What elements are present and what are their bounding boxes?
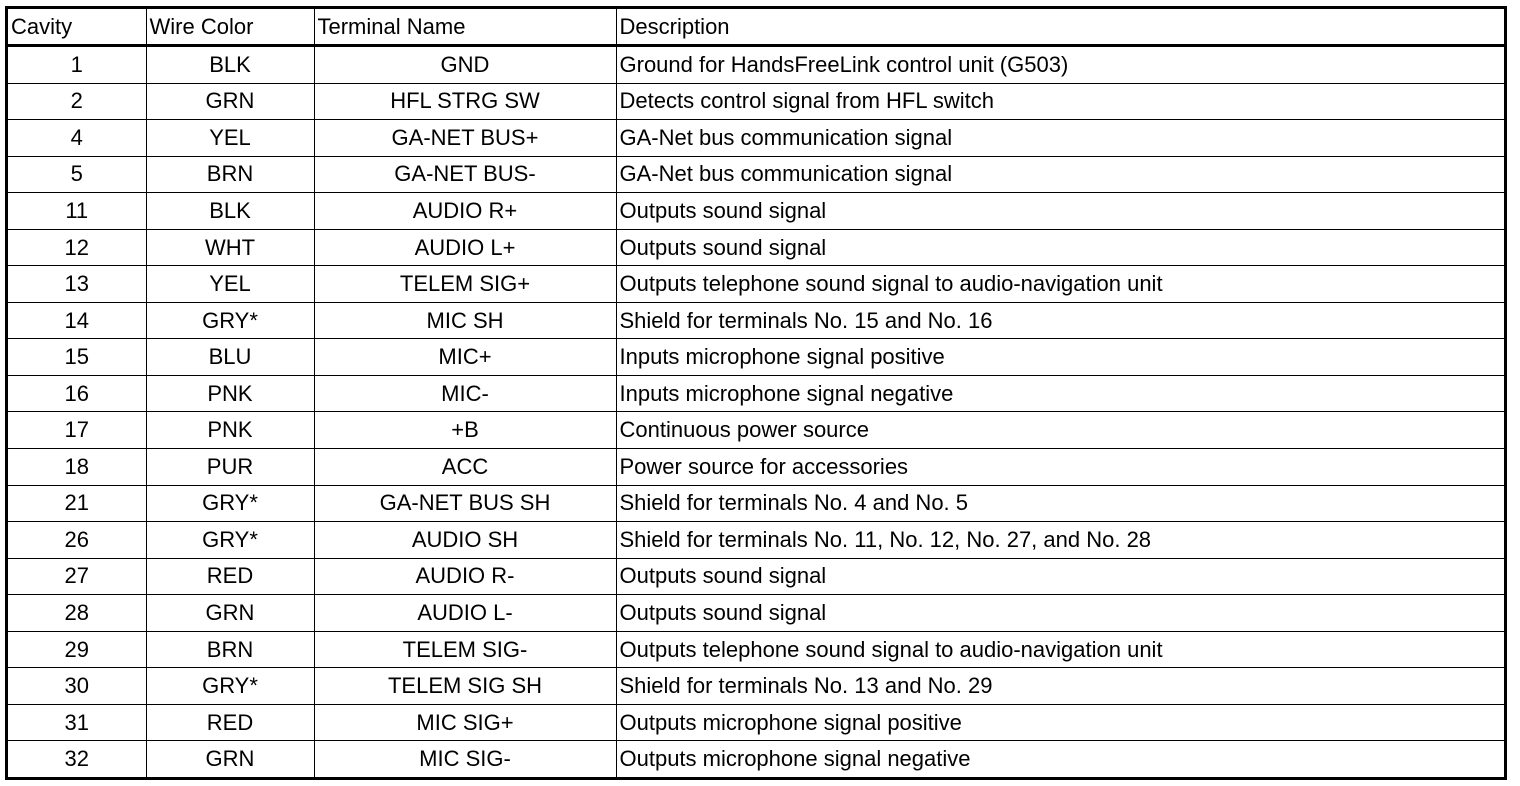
table-row [8,302,1504,339]
cavity-cell: 30 [8,668,146,705]
wire-color-cell: GRN [146,741,314,777]
cavity-cell: 12 [8,229,146,266]
terminal-name-cell: MIC SIG- [314,741,616,777]
terminal-name-cell: GA-NET BUS+ [314,120,616,157]
description-cell: Outputs microphone signal negative [616,741,1504,777]
cavity-cell: 18 [8,449,146,486]
terminal-name-cell: MIC SH [314,302,616,339]
description-cell: Ground for HandsFreeLink control unit (G503) [616,46,1504,84]
terminal-name-cell: GA-NET BUS- [314,156,616,193]
cavity-cell: 16 [8,375,146,412]
cavity-cell: 15 [8,339,146,376]
table-row [8,193,1504,230]
cavity-cell: 11 [8,193,146,230]
description-cell: Inputs microphone signal positive [616,339,1504,376]
cavity-cell: 2 [8,83,146,120]
table-row [8,704,1504,741]
terminal-name-cell: TELEM SIG- [314,631,616,668]
description-cell: Outputs sound signal [616,558,1504,595]
table-row [8,412,1504,449]
description-cell: Outputs sound signal [616,193,1504,230]
cavity-cell: 27 [8,558,146,595]
connector-terminal-table [8,9,1504,777]
terminal-name-cell: HFL STRG SW [314,83,616,120]
description-cell: Outputs microphone signal positive [616,704,1504,741]
table-row [8,266,1504,303]
wire-color-cell: GRY* [146,668,314,705]
wire-color-cell: GRY* [146,522,314,559]
cavity-cell: 32 [8,741,146,777]
table-row [8,120,1504,157]
table-row [8,741,1504,777]
wire-color-cell: GRN [146,83,314,120]
wire-color-cell: RED [146,704,314,741]
wire-color-cell: BLK [146,193,314,230]
description-cell: GA-Net bus communication signal [616,156,1504,193]
terminal-name-cell: TELEM SIG+ [314,266,616,303]
cavity-cell: 26 [8,522,146,559]
terminal-name-cell: GND [314,46,616,84]
terminal-name-cell: TELEM SIG SH [314,668,616,705]
cavity-cell: 5 [8,156,146,193]
description-cell: Detects control signal from HFL switch [616,83,1504,120]
wire-color-cell: GRY* [146,485,314,522]
terminal-name-cell: AUDIO R+ [314,193,616,230]
terminal-name-cell: AUDIO L- [314,595,616,632]
header-terminal-name: Terminal Name [314,9,616,46]
table-row [8,449,1504,486]
description-cell: Continuous power source [616,412,1504,449]
description-cell: Power source for accessories [616,449,1504,486]
cavity-cell: 13 [8,266,146,303]
wire-color-cell: YEL [146,120,314,157]
table-body [8,46,1504,778]
table-row [8,558,1504,595]
cavity-cell: 21 [8,485,146,522]
header-row [8,9,1504,46]
description-cell: Outputs telephone sound signal to audio-navigation unit [616,266,1504,303]
table-row [8,595,1504,632]
description-cell: Shield for terminals No. 15 and No. 16 [616,302,1504,339]
table-row [8,375,1504,412]
terminal-name-cell: AUDIO L+ [314,229,616,266]
wire-color-cell: PNK [146,412,314,449]
table-row [8,339,1504,376]
wire-color-cell: GRN [146,595,314,632]
description-cell: Shield for terminals No. 11, No. 12, No. 27, and No. 28 [616,522,1504,559]
terminal-name-cell: MIC+ [314,339,616,376]
description-cell: Shield for terminals No. 4 and No. 5 [616,485,1504,522]
table-row [8,631,1504,668]
terminal-name-cell: +B [314,412,616,449]
terminal-name-cell: AUDIO R- [314,558,616,595]
table-row [8,522,1504,559]
cavity-cell: 14 [8,302,146,339]
connector-terminal-table-frame [5,6,1507,780]
table-row [8,485,1504,522]
description-cell: Outputs sound signal [616,595,1504,632]
cavity-cell: 28 [8,595,146,632]
terminal-name-cell: MIC- [314,375,616,412]
description-cell: Shield for terminals No. 13 and No. 29 [616,668,1504,705]
wire-color-cell: GRY* [146,302,314,339]
wire-color-cell: PUR [146,449,314,486]
header-cavity: Cavity [8,9,146,46]
description-cell: Inputs microphone signal negative [616,375,1504,412]
cavity-cell: 31 [8,704,146,741]
table-row [8,229,1504,266]
header-description: Description [616,9,1504,46]
description-cell: Outputs telephone sound signal to audio-navigation unit [616,631,1504,668]
table-header [8,9,1504,46]
table-row [8,156,1504,193]
wire-color-cell: WHT [146,229,314,266]
wire-color-cell: BRN [146,156,314,193]
terminal-name-cell: GA-NET BUS SH [314,485,616,522]
wire-color-cell: PNK [146,375,314,412]
cavity-cell: 1 [8,46,146,84]
table-row [8,83,1504,120]
wire-color-cell: BLK [146,46,314,84]
description-cell: GA-Net bus communication signal [616,120,1504,157]
header-wire-color: Wire Color [146,9,314,46]
table-row [8,668,1504,705]
wire-color-cell: RED [146,558,314,595]
terminal-name-cell: ACC [314,449,616,486]
terminal-name-cell: MIC SIG+ [314,704,616,741]
wire-color-cell: BLU [146,339,314,376]
wire-color-cell: BRN [146,631,314,668]
description-cell: Outputs sound signal [616,229,1504,266]
terminal-name-cell: AUDIO SH [314,522,616,559]
cavity-cell: 17 [8,412,146,449]
wire-color-cell: YEL [146,266,314,303]
table-row [8,46,1504,84]
cavity-cell: 4 [8,120,146,157]
cavity-cell: 29 [8,631,146,668]
